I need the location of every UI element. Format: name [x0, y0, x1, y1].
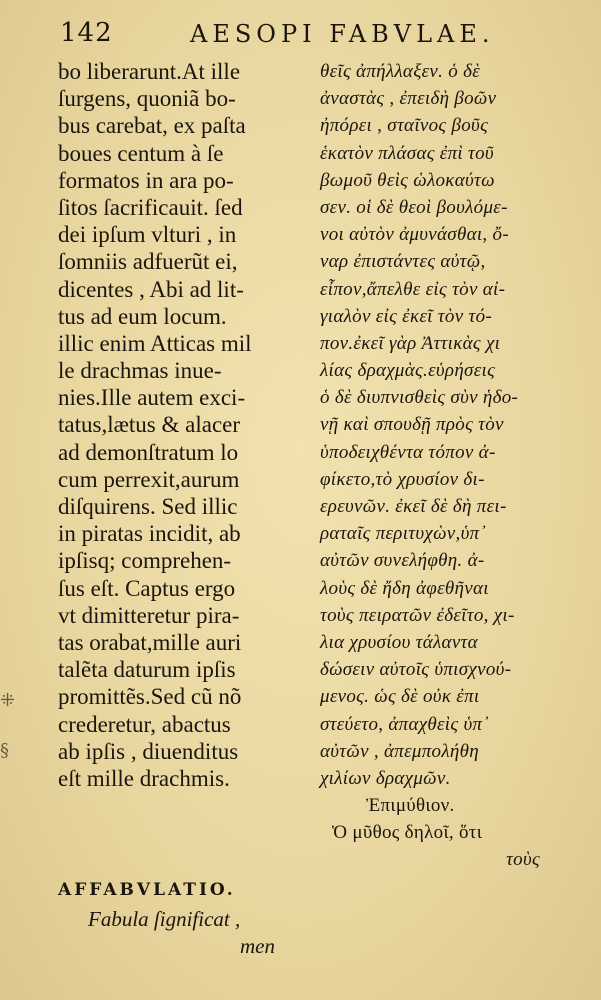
latin-text-line: ad demonſtratum lo — [58, 439, 239, 465]
latin-text-line: bus carebat, ex paſta — [58, 113, 246, 139]
latin-text-line: ab ipſis , diuenditus — [58, 738, 239, 764]
greek-text-line: δώσειν αὐτοῖς ὑπισχνού- — [320, 659, 512, 681]
latin-text-line: promittẽs.Sed cũ nõ — [58, 684, 242, 710]
greek-text-line: ὑποδειχθέντα τόπον ἀ- — [320, 441, 496, 463]
greek-text-line: νῇ καὶ σπουδῇ πρὸς τὸν — [320, 414, 504, 436]
latin-column — [58, 58, 308, 792]
greek-text-line: ἑκατὸν πλάσας ἐπὶ τοῦ — [320, 142, 494, 164]
latin-text-line: illic enim Atticas mil — [58, 330, 252, 356]
greek-text-line: τοὺς πειρατῶν ἐδεῖτο, χι- — [320, 604, 515, 626]
affabulatio-text — [88, 906, 275, 960]
greek-text-line: νοι αὐτὸν ἀμυνάσθαι, ὄ- — [320, 224, 509, 246]
greek-text-line: χιλίων δραχμῶν. — [320, 767, 451, 789]
affabulatio-line: men — [240, 934, 275, 958]
latin-text-line: dei ipſum vlturi , in — [58, 222, 237, 248]
greek-moral-line: Ὁ μῦθος δηλοῖ, ὅτι — [332, 822, 483, 844]
latin-text-line: ipſisq; comprehen- — [58, 548, 232, 574]
greek-text-line: στεύετο, ἀπαχθεὶς ὑπ᾽ — [320, 713, 489, 735]
greek-text-line: πον.ἐκεῖ γὰρ Ἀττικὰς χι — [320, 332, 501, 354]
greek-text-line: αὐτῶν συνελήφθη. ἀ- — [320, 550, 485, 572]
latin-text-line: ſitos ſacrificauit. ſed — [58, 194, 243, 220]
greek-moral-heading: Ἐπιμύθιον. — [366, 795, 455, 817]
greek-text-line: φίκετο,τὸ χρυσίον δι- — [320, 468, 485, 490]
greek-text-line: ερευνῶν. ἐκεῖ δὲ δὴ πει- — [320, 496, 507, 517]
latin-text-line: tas orabat,mille auri — [58, 629, 242, 655]
greek-text-line: λοὺς δὲ ἤδη ἀφεθῆναι — [320, 577, 489, 599]
greek-text-line: λίας δραχμὰς.εὑρήσεις — [320, 360, 496, 382]
greek-text-line: ναρ ἐπιστάντες αὐτῷ, — [320, 251, 486, 273]
latin-text-line: bo liberarunt.At ille — [58, 59, 241, 84]
latin-text-line: diſquirens. Sed illic — [58, 494, 238, 519]
affabulatio-line: Fabula ſignificat , — [88, 907, 241, 931]
latin-text-line: formatos in ara po- — [58, 167, 234, 193]
latin-text-line: ſurgens, quoniã bo- — [58, 86, 236, 112]
latin-text-line: in piratas incidit, ab — [58, 521, 241, 547]
greek-text-line: ἠπόρει , σταῖνος βοῦς — [320, 115, 489, 137]
greek-text-line: μενος. ὡς δὲ οὐκ ἐπι — [320, 686, 480, 708]
page-number: 142 — [60, 18, 113, 48]
page-header — [0, 18, 601, 54]
greek-text-line: λια χρυσίου τάλαντα — [320, 631, 478, 653]
latin-text-line: ſus eſt. Captus ergo — [58, 575, 236, 601]
latin-text-line: crederetur, abactus — [58, 711, 231, 737]
latin-text-line: talẽta daturum ipſis — [58, 657, 236, 683]
greek-column — [320, 58, 570, 874]
latin-text-line: ſomniis adfuerũt ei, — [58, 249, 238, 275]
greek-text-line: σεν. οἱ δὲ θεοὶ βουλόμε- — [320, 196, 508, 218]
latin-text-line: nies.Ille autem exci- — [58, 385, 246, 411]
latin-text-line: vt dimitteretur pira- — [58, 602, 240, 628]
margin-ornament-icon: ⁜ — [0, 690, 16, 711]
latin-text-line: eſt mille drachmis. — [58, 765, 230, 791]
greek-text-line: ἀναστὰς , ἐπειδὴ βοῶν — [320, 88, 497, 110]
latin-text-line: dicentes , Abi ad lit- — [58, 276, 244, 302]
margin-ornament-icon: § — [0, 740, 9, 761]
greek-text-line: βωμοῦ θεὶς ὡλοκαύτω — [320, 169, 495, 191]
greek-text-line: ραταῖς περιτυχὼν,ὑπ᾽ — [320, 523, 487, 545]
greek-text-line: εἶπον,ἄπελθε εἰς τὸν αἰ- — [320, 278, 506, 300]
greek-moral-line: τοὺς — [506, 849, 540, 871]
latin-text-line: tus ad eum locum. — [58, 303, 227, 329]
affabulatio-heading: AFFABVLATIO. — [58, 880, 236, 900]
running-head: AESOPI FABVLAE. — [190, 20, 495, 48]
latin-text-line: le drachmas inue- — [58, 358, 222, 384]
greek-text-line: θεῖς ἀπήλλαξεν. ὁ δὲ — [320, 61, 481, 82]
greek-text-line: αὐτῶν , ἀπεμπολήθη — [320, 740, 479, 762]
latin-text-line: tatus,lætus & alacer — [58, 412, 241, 438]
greek-text-line: γιαλὸν εἰς ἐκεῖ τὸν τό- — [320, 305, 493, 327]
greek-text-line: ὁ δὲ διυπνισθεὶς σὺν ἡδο- — [320, 387, 519, 409]
latin-text-line: cum perrexit,aurum — [58, 466, 240, 492]
latin-text-line: boues centum à ſe — [58, 140, 224, 166]
